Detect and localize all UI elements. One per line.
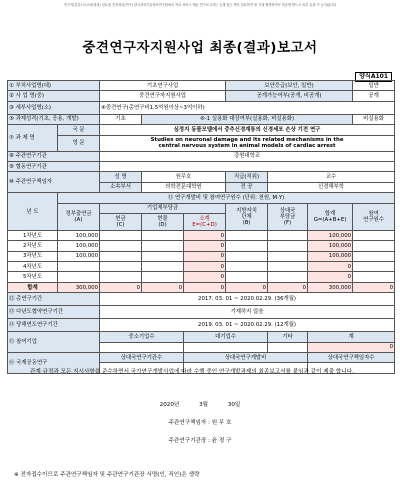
coop-institution-value (100, 161, 395, 171)
form-label: 양식A101 (355, 72, 392, 82)
budget-subtotal: 0 (184, 262, 226, 272)
pi-signature-name: 원 무 호 (211, 420, 232, 426)
page-title: 중견연구자지원사업 최종(결과)보고서 (82, 40, 318, 56)
total-period-label: 총연구기간 (16, 296, 43, 303)
budget-local (226, 272, 268, 282)
row-task-nature (8, 114, 395, 124)
pi-rank-value: 교수 (268, 172, 395, 182)
program-name-value: 중견연구자지원사업 (100, 91, 226, 101)
footnote: ※ 전자접수이므로 주관연구책임자 및 주관연구기관장 서명(인, 직인)은 생략 (14, 472, 200, 478)
intl-pi-header: 상대국연구책임자수 (308, 353, 395, 363)
budget-people (353, 262, 395, 272)
budget-row (8, 272, 395, 282)
col-corp-group: 기업체부담금 (100, 203, 226, 213)
budget-subtotal: 0 (184, 272, 226, 282)
budget-local (226, 230, 268, 240)
pi-org-label: 소속부서 (100, 182, 142, 192)
multi-year-period-label: 다년도협약연구기간 (16, 309, 63, 316)
budget-row (8, 230, 395, 240)
budget-sum-local: 0 (226, 282, 268, 292)
budget-total: 100,000 (308, 251, 353, 261)
row-participant-header (8, 332, 395, 342)
row-sub-program (8, 101, 395, 114)
budget-cash (100, 272, 142, 282)
budget-kind (142, 251, 184, 261)
ministry-program-label: 부처사업명(대) (15, 82, 52, 89)
row-program-name (8, 91, 395, 101)
col-total: 합계 G=(A+B+E) (308, 203, 353, 230)
institution-head-label: 주관연구기관장 : (168, 438, 210, 444)
task-nature-label: 과제성격(기초, 응용, 개발) (15, 116, 79, 123)
row-intl-header (8, 353, 395, 363)
row-number: ⑬ (9, 309, 15, 316)
participant-total-value: 0 (308, 342, 395, 352)
budget-other (268, 272, 308, 282)
disclosure-value: 공개 (353, 91, 395, 101)
pi-name-label: 성 명 (100, 172, 142, 182)
budget-people (353, 230, 395, 240)
row-pi-name (8, 172, 395, 182)
budget-year: 3차년도 (8, 251, 58, 261)
task-nature-value: 기초 (100, 114, 142, 124)
english-label: 영 문 (58, 135, 100, 151)
budget-subtotal: 0 (184, 251, 226, 261)
row-coop-institution (8, 161, 395, 171)
budget-heading: ⑪ 연구개발비 및 참여연구원수 (단위: 천원, M·Y) (58, 193, 395, 203)
task-title-korean: 심정지 동물모델에서 중추신경계통의 신경세포 손상 기전 연구 (100, 125, 395, 135)
this-year-period-value: 2019. 03. 01 ~ 2020.02.29. (12개월) (100, 319, 395, 332)
participant-large-header: 대기업수 (184, 332, 268, 342)
row-number: ⑨ (9, 163, 14, 170)
ministry-program-value: 기초연구사업 (100, 81, 226, 91)
budget-cash (100, 251, 142, 261)
korean-label: 국 문 (58, 125, 100, 135)
budget-people (353, 272, 395, 282)
host-institution-label: 주관연구기관 (15, 153, 47, 160)
budget-gov: 100,000 (58, 241, 100, 251)
participant-label: 참여기업 (16, 339, 37, 346)
budget-cash (100, 230, 142, 240)
budget-sum-people: 0 (353, 282, 395, 292)
budget-kind (142, 262, 184, 272)
confidential-notice: 연구자(본부) 보고서(결과) 검토용 전산처리(연구) 한국과학기술정보연구원에서 자료 서비스 제공 연구보고서는 등재 접근 방안 검토하여 및 거대 협의하여서 비공개 반드시 외부 유출 이 금지됩니다 (64, 3, 336, 7)
budget-local (226, 241, 268, 251)
budget-people (353, 241, 395, 251)
security-level-value: 일반 (353, 81, 395, 91)
row-number: ③ (9, 104, 14, 111)
budget-gov (58, 262, 100, 272)
row-number: ⑩ (9, 179, 14, 186)
task-title-label: 과 제 명 (15, 134, 35, 141)
budget-sum-cash: 0 (100, 282, 142, 292)
budget-sum-row (8, 282, 395, 292)
submission-statement: 관계 규정과 모든 지시사항을 준수하면서 국가연구개발사업에 따라 수행 중인 연구개발과제의 최종보고서를 붙임과 같이 제출 합니다. (30, 369, 354, 375)
budget-total: 100,000 (308, 241, 353, 251)
participant-large-value (184, 342, 268, 352)
submission-date (0, 400, 400, 408)
budget-other (268, 262, 308, 272)
budget-row (8, 241, 395, 251)
date-year: 2020년 (159, 402, 180, 408)
budget-total: 0 (308, 272, 353, 282)
budget-sum-gov: 300,000 (58, 282, 100, 292)
participant-sme-value (100, 342, 184, 352)
budget-gov: 100,000 (58, 251, 100, 261)
participant-sme-header: 중소기업수 (100, 332, 184, 342)
row-multi-year-period (8, 306, 395, 319)
pi-label: 주관연구책임자 (15, 179, 53, 186)
row-number: ① (9, 82, 14, 89)
budget-year: 2차년도 (8, 241, 58, 251)
commercialization-value: 비실용화 (353, 114, 395, 124)
pi-org-value: 의학전문대학원 (142, 182, 226, 192)
col-in-kind: 현물 (D) (142, 213, 184, 230)
budget-subtotal: 0 (184, 230, 226, 240)
row-host-institution (8, 151, 395, 161)
date-month: 3월 (199, 402, 209, 408)
budget-local (226, 262, 268, 272)
pi-signature-label: 주관연구책임자 : (168, 420, 210, 426)
row-number: ⑧ (9, 153, 14, 160)
row-total-period (8, 293, 395, 306)
sub-program-label: 세부사업명(소) (15, 104, 52, 111)
institution-head-name: 윤 경 구 (211, 438, 232, 444)
budget-other (268, 251, 308, 261)
budget-sum-kind: 0 (142, 282, 184, 292)
budget-sum-total: 300,000 (308, 282, 353, 292)
coop-institution-label: 협동연구기관 (15, 163, 47, 170)
budget-total: 0 (308, 262, 353, 272)
intl-institutions-header: 상대국연구기관수 (100, 353, 184, 363)
budget-cash (100, 262, 142, 272)
commercialization-label: ⑥-1 실용화 대상여부(실용화, 비실용화) (142, 114, 353, 124)
budget-sum-other: 0 (268, 282, 308, 292)
intl-label: 국제공동연구 (16, 359, 48, 366)
budget-year: 5차년도 (8, 272, 58, 282)
participant-total-header: 계 (308, 332, 395, 342)
budget-local (226, 251, 268, 261)
budget-gov (58, 272, 100, 282)
date-day: 30일 (227, 402, 241, 408)
total-period-value: 2017. 03. 01 ~ 2020.02.29. (36개월) (100, 293, 395, 306)
col-gov-fund: 정부출연금 (A) (58, 203, 100, 230)
budget-row (8, 262, 395, 272)
pi-major-value: 신경해부학 (268, 182, 395, 192)
pi-major-label: 전 공 (226, 182, 268, 192)
budget-cash (100, 241, 142, 251)
budget-sum-subtotal: 0 (184, 282, 226, 292)
security-level-label: 보안등급(보안, 일반) (226, 81, 353, 91)
program-name-label: 사 업 명(중) (15, 93, 45, 100)
row-number: ⑮ (9, 339, 15, 346)
row-number: ⑯ (9, 359, 15, 366)
row-this-year-period (8, 319, 395, 332)
budget-gov: 100,000 (58, 230, 100, 240)
pi-rank-label: 직급(직위) (226, 172, 268, 182)
task-title-english-line1: Studies on neuronal damage and its related mechanisms in the (150, 137, 344, 144)
row-task-title-en (8, 135, 395, 151)
budget-year: 1차년도 (8, 230, 58, 240)
budget-sum-label: 합계 (8, 282, 58, 292)
institution-head-signature (0, 436, 400, 444)
budget-row (8, 251, 395, 261)
budget-other (268, 230, 308, 240)
col-partner-country: 상대국 부담금 (F) (268, 203, 308, 230)
host-institution-value: 강원대학교 (100, 151, 395, 161)
budget-total: 100,000 (308, 230, 353, 240)
pi-signature (0, 418, 400, 426)
disclosure-label: 공개가능여부(공개, 비공개) (226, 91, 353, 101)
row-budget-header-1 (8, 203, 395, 213)
budget-kind (142, 230, 184, 240)
col-subtotal: 소계 E=(C+D) (184, 213, 226, 230)
task-title-english-line2: central nervous system in animal models of cardiac arrest (158, 143, 336, 150)
row-number: ② (9, 93, 14, 100)
budget-year: 4차년도 (8, 262, 58, 272)
row-number: ⑤ (9, 116, 14, 123)
row-number: ⑫ (9, 296, 15, 303)
budget-subtotal: 0 (184, 241, 226, 251)
this-year-period-label: 당해연도연구기간 (16, 322, 58, 329)
row-number: ⑭ (9, 322, 15, 329)
budget-kind (142, 272, 184, 282)
budget-year-label: 년 도 (8, 193, 58, 231)
budget-kind (142, 241, 184, 251)
budget-other (268, 241, 308, 251)
col-local-gov: 지방자치 단체 (B) (226, 203, 268, 230)
sub-program-value: ④중견연구(총연구비1.5억원이상~3억이하) (100, 101, 395, 114)
intl-budget-header: 상대국연구개발비 (184, 353, 308, 363)
report-form-table (7, 80, 395, 374)
row-task-title-ko (8, 125, 395, 135)
participant-other-header: 기타 (268, 332, 308, 342)
pi-name-value: 원무호 (142, 172, 226, 182)
row-number: ⑦ (9, 134, 14, 141)
row-ministry-program (8, 81, 395, 91)
multi-year-period-value: 기재하지 않음 (100, 306, 395, 319)
col-researchers: 참여 연구원수 (353, 203, 395, 230)
row-budget-heading (8, 193, 395, 203)
col-cash: 현금 (C) (100, 213, 142, 230)
budget-people (353, 251, 395, 261)
participant-other-value (268, 342, 308, 352)
